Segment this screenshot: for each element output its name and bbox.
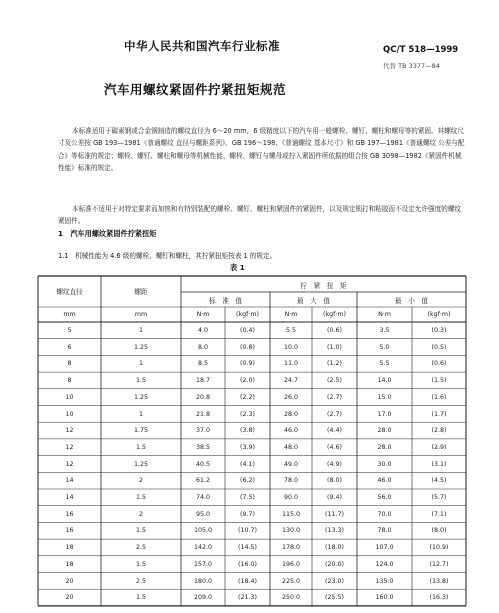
table-cell-nom_kgf: (3.9)	[240, 443, 255, 451]
table-cell-max_kgf: (13.3)	[325, 527, 344, 535]
table-cell-d: 10	[65, 393, 74, 401]
unit-nm: N·m	[378, 311, 391, 318]
table-cell-d: 14	[65, 494, 74, 501]
table-cell-max_kgf: (25.5)	[325, 594, 344, 602]
standard-number: QC/T 518—1999	[383, 45, 459, 55]
table-cell-max_kgf: (2.7)	[327, 393, 342, 401]
table-cell-nom_kgf: (0.4)	[240, 327, 255, 334]
table-cell-max_kgf: (9.4)	[327, 494, 342, 501]
table-cell-nom_nm: 74.0	[195, 494, 211, 501]
table-cell-p: 1.75	[133, 427, 149, 435]
unit-kgf: (kgf·m)	[236, 311, 259, 318]
table-cell-nom_nm: 180.0	[193, 577, 213, 585]
table-cell-nom_nm: 105.0	[193, 527, 213, 535]
table-cell-nom_kgf: (16.0)	[238, 560, 257, 568]
table-cell-max_nm: 48.0	[283, 443, 299, 451]
table-cell-p: 1.5	[135, 443, 146, 451]
table-cell-min_kgf: (1.6)	[431, 393, 447, 401]
table-cell-d: 14	[65, 477, 74, 485]
table-cell-min_kgf: (4.5)	[431, 477, 447, 485]
table-cell-p: 1.5	[135, 527, 146, 535]
table-cell-max_kgf: (20.0)	[325, 560, 344, 568]
table-cell-min_kgf: (5.7)	[431, 494, 447, 501]
table-cell-d: 10	[65, 410, 74, 418]
table-cell-max_kgf: (4.6)	[327, 443, 342, 451]
section-heading: 1 汽车用螺纹紧固件拧紧扭矩	[58, 229, 157, 238]
header-max: 最 大 值	[297, 297, 330, 305]
table-cell-min_kgf: (0.3)	[431, 327, 447, 334]
unit-nm: N·m	[196, 311, 210, 318]
table-cell-max_nm: 196.0	[281, 560, 301, 568]
table-cell-nom_nm: 18.7	[195, 377, 211, 385]
table-cell-nom_kgf: (14.5)	[238, 544, 257, 552]
table-cell-min_kgf: (7.1)	[431, 510, 447, 518]
table-cell-p: 1	[138, 327, 143, 334]
table-cell-min_nm: 124.0	[375, 560, 394, 568]
table-cell-min_kgf: (8.0)	[431, 527, 447, 535]
unit-kgf: (kgf·m)	[427, 311, 451, 318]
table-cell-nom_nm: 95.0	[195, 510, 211, 518]
table-cell-d: 16	[65, 527, 74, 535]
table-cell-max_nm: 115.0	[281, 510, 301, 518]
table-cell-max_kgf: (11.7)	[325, 510, 344, 518]
table-cell-min_kgf: (0.6)	[431, 360, 447, 368]
table-cell-d: 12	[65, 460, 74, 468]
table-cell-min_nm: 5.5	[379, 360, 390, 368]
table-cell-nom_kgf: (18.4)	[238, 577, 257, 585]
header-thread-diameter: 螺纹直径	[56, 288, 83, 296]
table-cell-min_nm: 14.0	[377, 377, 392, 385]
table-cell-p: 2	[138, 510, 143, 518]
table-cell-max_nm: 26.0	[283, 393, 299, 401]
table-cell-min_nm: 78.0	[377, 527, 392, 535]
header-min: 最 小 值	[395, 297, 428, 305]
table-cell-min_kgf: (12.7)	[429, 560, 449, 568]
standard-replaces: 代替 TB 3377—84	[383, 62, 440, 70]
table-cell-max_nm: 10.0	[283, 343, 299, 351]
header-torque: 拧 紧 扭 矩	[300, 282, 347, 290]
table-cell-nom_nm: 209.0	[193, 594, 213, 602]
table-cell-nom_kgf: (7.5)	[240, 494, 255, 501]
table-cell-nom_nm: 20.8	[195, 393, 211, 401]
table-cell-nom_kgf: (10.7)	[238, 527, 257, 535]
header-nominal: 标 准 值	[209, 297, 242, 305]
table-cell-max_nm: 178.0	[281, 544, 301, 552]
table-cell-d: 6	[67, 343, 72, 351]
table-cell-d: 8	[67, 360, 72, 368]
table-cell-min_nm: 17.0	[377, 410, 392, 418]
table-cell-max_nm: 250.0	[281, 594, 301, 602]
table-cell-nom_nm: 40.5	[195, 460, 211, 468]
table-cell-min_nm: 56.0	[377, 494, 392, 501]
table-cell-nom_nm: 8.5	[197, 360, 208, 368]
table-cell-max_nm: 130.0	[281, 527, 301, 535]
table-cell-nom_kgf: (3.8)	[240, 427, 255, 435]
table-cell-min_kgf: (1.5)	[431, 377, 447, 385]
table-cell-max_nm: 11.0	[283, 360, 299, 368]
table-cell-max_kgf: (0.6)	[327, 327, 342, 334]
table-cell-nom_nm: 61.2	[195, 477, 211, 485]
table-cell-max_kgf: (1.0)	[327, 343, 342, 351]
table-cell-d: 18	[65, 560, 74, 568]
table-cell-min_kgf: (2.9)	[431, 443, 447, 451]
table-cell-max_nm: 78.0	[283, 477, 299, 485]
table-cell-min_nm: 30.0	[377, 460, 392, 468]
table-cell-nom_kgf: (4.1)	[240, 460, 255, 468]
table-cell-d: 8	[67, 377, 72, 385]
table-cell-min_nm: 46.0	[377, 477, 392, 485]
intro-paragraph: 本标准适用于碳素钢或合金钢制造的螺纹直径为 6～20 mm，6 级精度以下的汽车用一般螺栓、螺钉、螺柱和螺母等的紧固。其螺纹尺寸及公差按 GB 193—1981《普通螺纹 直径与螺距系列》、GB 196～198、《普通螺纹 基本尺寸》和 GB 197—1981《普通螺纹 公差与配合》等标准的规定；螺栓、螺钉、螺柱和螺母等机械性能、螺栓、螺钉与螺母或拧入紧固件所依据的组合按 GB 3098—1982《紧固件机械性能》标准的规定。	[58, 127, 465, 172]
table-cell-p: 1	[138, 410, 143, 418]
table-cell-nom_kgf: (9.7)	[240, 510, 255, 518]
table-cell-min_kgf: (13.8)	[429, 577, 449, 585]
table-cell-min_kgf: (0.5)	[431, 343, 447, 351]
table-cell-min_nm: 160.0	[375, 594, 394, 602]
table-cell-max_nm: 5.5	[285, 327, 296, 334]
table-cell-max_kgf: (8.0)	[327, 477, 342, 485]
table-cell-d: 12	[65, 427, 74, 435]
scope-paragraph: 本标准不适用于对特定要求而加热和有特别装配的螺栓、螺钉、螺柱和紧固件的紧固件，以及规定锁打和粘胶而不设定允许强度的螺纹紧固件。	[58, 205, 462, 226]
unit-nm: N·m	[284, 311, 298, 318]
table-cell-max_kgf: (23.0)	[325, 577, 344, 585]
table-cell-min_nm: 70.0	[377, 510, 392, 518]
table-cell-p: 1.5	[135, 560, 146, 568]
clause-text: 1.1 机械性能为 4.6 级的螺栓、螺钉和螺柱，其拧紧扭矩按表 1 的规定。	[58, 252, 277, 260]
table-cell-nom_nm: 142.0	[193, 544, 213, 552]
table-cell-p: 1.5	[135, 377, 146, 385]
unit-mm: mm	[63, 311, 76, 318]
unit-kgf: (kgf·m)	[323, 311, 346, 318]
table-cell-d: 12	[65, 443, 74, 451]
table-cell-d: 20	[65, 594, 74, 602]
table-cell-max_nm: 225.0	[281, 577, 301, 585]
unit-mm: mm	[134, 311, 148, 318]
table-cell-nom_kgf: (2.0)	[240, 377, 255, 385]
table-cell-nom_nm: 4.0	[197, 327, 208, 334]
table-cell-min_kgf: (3.1)	[431, 460, 447, 468]
header-pitch: 螺距	[134, 288, 148, 296]
table-cell-max_kgf: (2.5)	[327, 377, 342, 385]
table-cell-d: 16	[65, 510, 74, 518]
table-cell-min_kgf: (1.7)	[431, 410, 447, 418]
table-cell-p: 1.25	[133, 343, 149, 351]
table-cell-min_nm: 15.0	[377, 393, 392, 401]
table-cell-max_nm: 49.0	[283, 460, 299, 468]
table-cell-nom_nm: 8.0	[197, 343, 208, 351]
table-cell-nom_nm: 38.5	[195, 443, 211, 451]
table-cell-max_kgf: (2.7)	[327, 410, 342, 418]
table-cell-nom_kgf: (2.3)	[240, 410, 255, 418]
table-cell-min_nm: 107.0	[375, 544, 394, 552]
document-title: 汽车用螺纹紧固件拧紧扭矩规范	[104, 82, 287, 97]
table-cell-nom_nm: 37.0	[195, 427, 211, 435]
table-caption: 表 1	[230, 263, 245, 272]
table-cell-max_kgf: (1.2)	[327, 360, 342, 368]
table-cell-p: 1	[138, 360, 143, 368]
table-cell-max_kgf: (18.0)	[325, 544, 344, 552]
table-cell-max_nm: 46.0	[283, 427, 299, 435]
table-cell-max_nm: 90.0	[283, 494, 299, 501]
table-cell-p: 1.5	[135, 494, 146, 501]
table-cell-min_kgf: (16.3)	[429, 594, 449, 602]
table-cell-nom_nm: 157.0	[193, 560, 213, 568]
table-cell-nom_nm: 21.8	[195, 410, 211, 418]
table-cell-p: 2.5	[135, 577, 146, 585]
table-cell-min_kgf: (2.8)	[431, 427, 447, 435]
table-cell-max_nm: 24.7	[283, 377, 299, 385]
table-cell-min_nm: 3.5	[379, 327, 390, 334]
table-cell-nom_kgf: (21.3)	[238, 594, 257, 602]
table-cell-d: 18	[65, 544, 74, 552]
org-title: 中华人民共和国汽车行业标准	[124, 39, 280, 53]
table-cell-min_nm: 5.0	[379, 343, 390, 351]
table-cell-p: 1.5	[135, 594, 146, 602]
table-cell-nom_kgf: (2.2)	[240, 393, 255, 401]
table-cell-d: 5	[67, 327, 72, 334]
table-cell-p: 1.25	[133, 460, 149, 468]
table-cell-max_kgf: (4.9)	[327, 460, 342, 468]
table-cell-nom_kgf: (0.8)	[240, 343, 255, 351]
table-cell-p: 2	[138, 477, 143, 485]
table-cell-nom_kgf: (6.2)	[240, 477, 255, 485]
table-cell-p: 2.5	[135, 544, 146, 552]
table-cell-min_nm: 28.0	[377, 443, 392, 451]
table-cell-min_kgf: (10.9)	[429, 544, 449, 552]
table-cell-nom_kgf: (0.9)	[240, 360, 255, 368]
table-cell-min_nm: 135.0	[375, 577, 394, 585]
table-cell-d: 20	[65, 577, 74, 585]
table-cell-max_kgf: (4.4)	[327, 427, 342, 435]
table-cell-p: 1.25	[133, 393, 149, 401]
table-cell-max_nm: 28.0	[283, 410, 299, 418]
table-cell-min_nm: 28.0	[377, 427, 392, 435]
